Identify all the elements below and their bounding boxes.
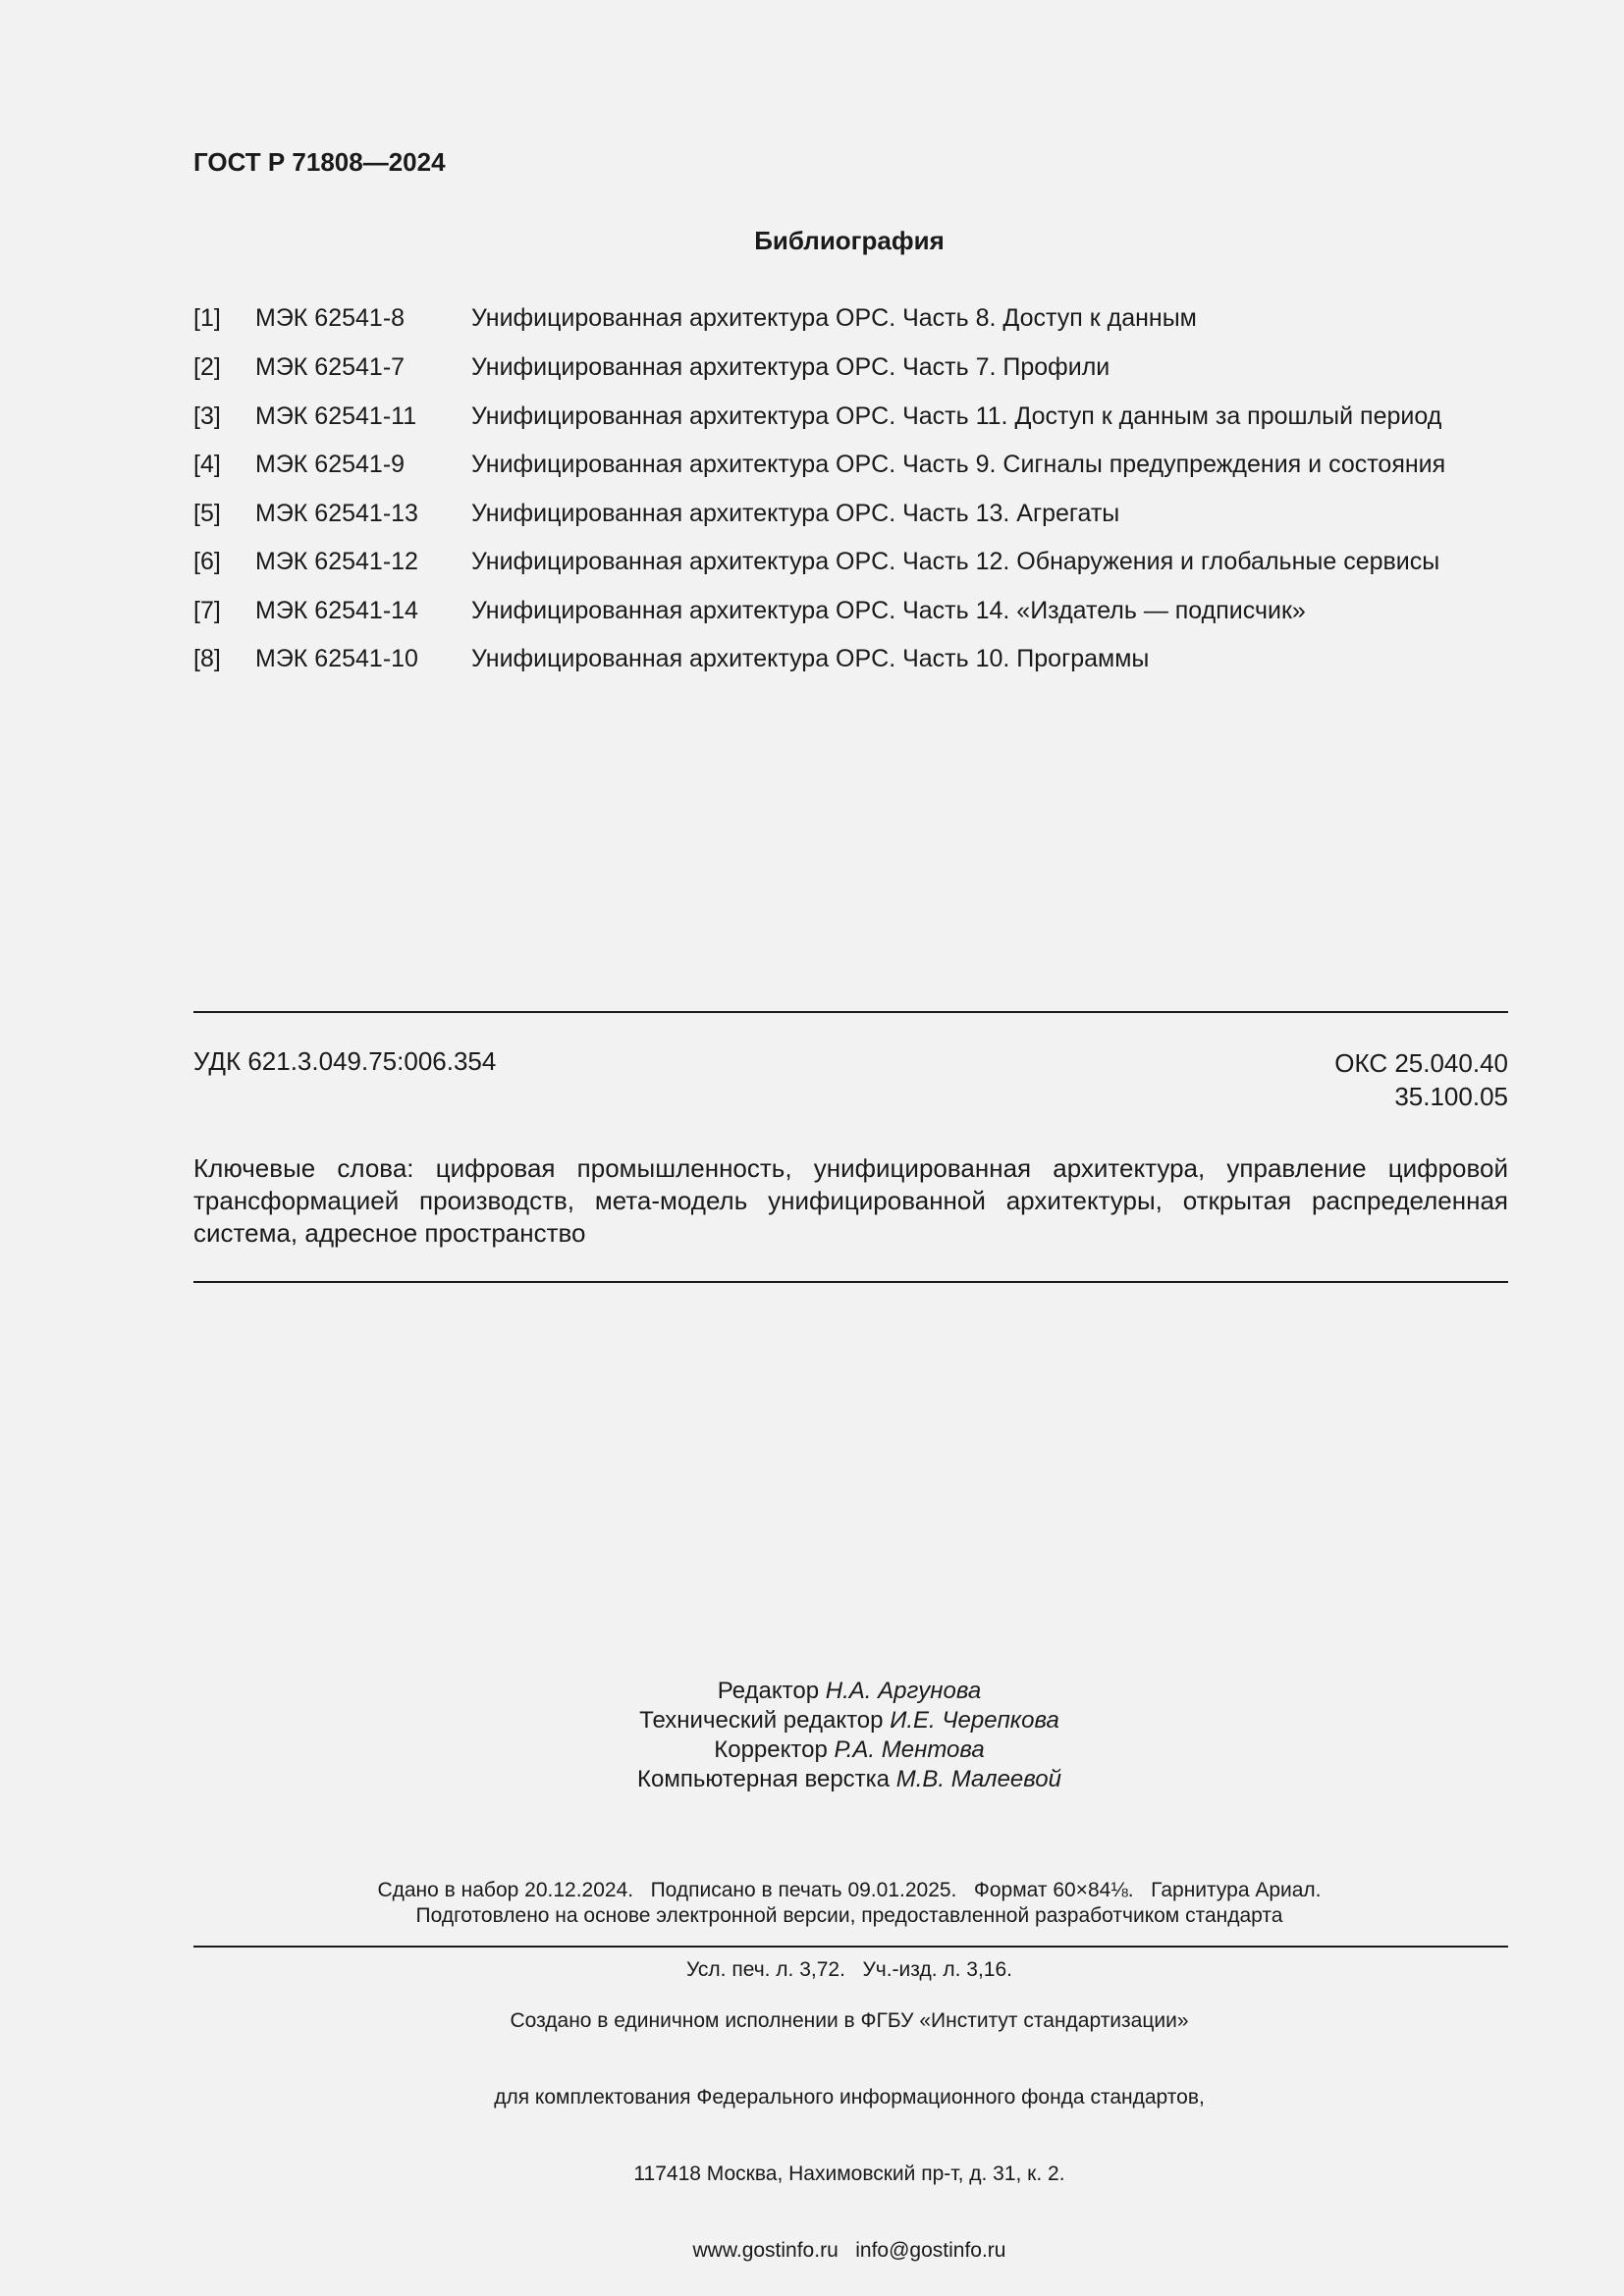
entry-number: [2] [193,353,221,381]
document-code: ГОСТ Р 71808—2024 [193,147,446,177]
entry-standard: МЭК 62541-9 [255,451,406,478]
entry-number: [5] [193,500,221,527]
publisher-info [0,1957,1624,2289]
entry-title: Унифицированная архитектура OPC. Часть 12. Обнаружения и глобальные сервисы [471,548,1440,575]
bibliography-title: Библиография [754,226,945,255]
entry-title: Унифицированная архитектура OPC. Часть 7. Профили [471,353,1110,381]
publisher-line: для комплектования Федерального информационного фонда стандартов, [494,2086,1205,2109]
publisher-line: Создано в единичном исполнении в ФГБУ «Институт стандартизации» [510,2009,1189,2032]
editorial-credits [0,1677,1624,1794]
entry-number: [7] [193,597,221,624]
entry-title: Унифицированная архитектура OPC. Часть 14. «Издатель — подписчик» [471,597,1306,624]
entry-title: Унифицированная архитектура OPC. Часть 13. Агрегаты [471,500,1120,527]
divider [193,1281,1508,1283]
udk-code: УДК 621.3.049.75:006.354 [193,1046,497,1076]
entry-standard: МЭК 62541-11 [255,402,417,430]
keywords-paragraph: Ключевые слова: цифровая промышленность, унифицированная архитектура, управление цифровой трансформацией производств, мета-модель унифицированной архитектуры, открытая распределенная система, адресное пространство [193,1153,1508,1248]
publisher-address: 117418 Москва, Нахимовский пр-т, д. 31, к. 2. [633,2163,1065,2185]
prepared-note: Подготовлено на основе электронной версии, предоставленной разработчиком стандарта [415,1904,1283,1927]
oks-codes [1334,1046,1508,1113]
publisher-contacts: www.gostinfo.ru info@gostinfo.ru [692,2239,1006,2262]
entry-standard: МЭК 62541-7 [255,353,406,381]
oks-code-line: 35.100.05 [1394,1082,1508,1111]
entry-title: Унифицированная архитектура OPC. Часть 9. Сигналы предупреждения и состояния [471,451,1446,478]
credit-tech-editor: Технический редактор И.Е. Черепкова [639,1707,1059,1734]
oks-code-line: ОКС 25.040.40 [1334,1048,1508,1078]
divider [193,1946,1508,1948]
entry-standard: МЭК 62541-14 [255,597,418,624]
entry-standard: МЭК 62541-10 [255,645,418,672]
entry-title: Унифицированная архитектура OPC. Часть 10. Программы [471,645,1150,672]
print-info-line: Сдано в набор 20.12.2024. Подписано в печать 09.01.2025. Формат 60×84⅛. Гарнитура Ариал. [377,1879,1322,1901]
print-info-line: Усл. печ. л. 3,72. Уч.-изд. л. 3,16. [685,1958,1012,1981]
divider [193,1011,1508,1013]
credit-layout: Компьютерная верстка М.В. Малеевой [637,1766,1061,1792]
entry-standard: МЭК 62541-12 [255,548,418,575]
entry-number: [4] [193,451,221,478]
credit-corrector: Корректор Р.А. Ментова [714,1736,985,1763]
entry-number: [1] [193,304,221,332]
entry-number: [8] [193,645,221,672]
entry-title: Унифицированная архитектура OPC. Часть 11. Доступ к данным за прошлый период [471,402,1442,430]
entry-standard: МЭК 62541-8 [255,304,406,332]
entry-title: Унифицированная архитектура OPC. Часть 8. Доступ к данным [471,304,1197,332]
entry-number: [3] [193,402,221,430]
credit-editor: Редактор Н.А. Аргунова [717,1678,982,1704]
entry-number: [6] [193,548,221,575]
entry-standard: МЭК 62541-13 [255,500,418,527]
